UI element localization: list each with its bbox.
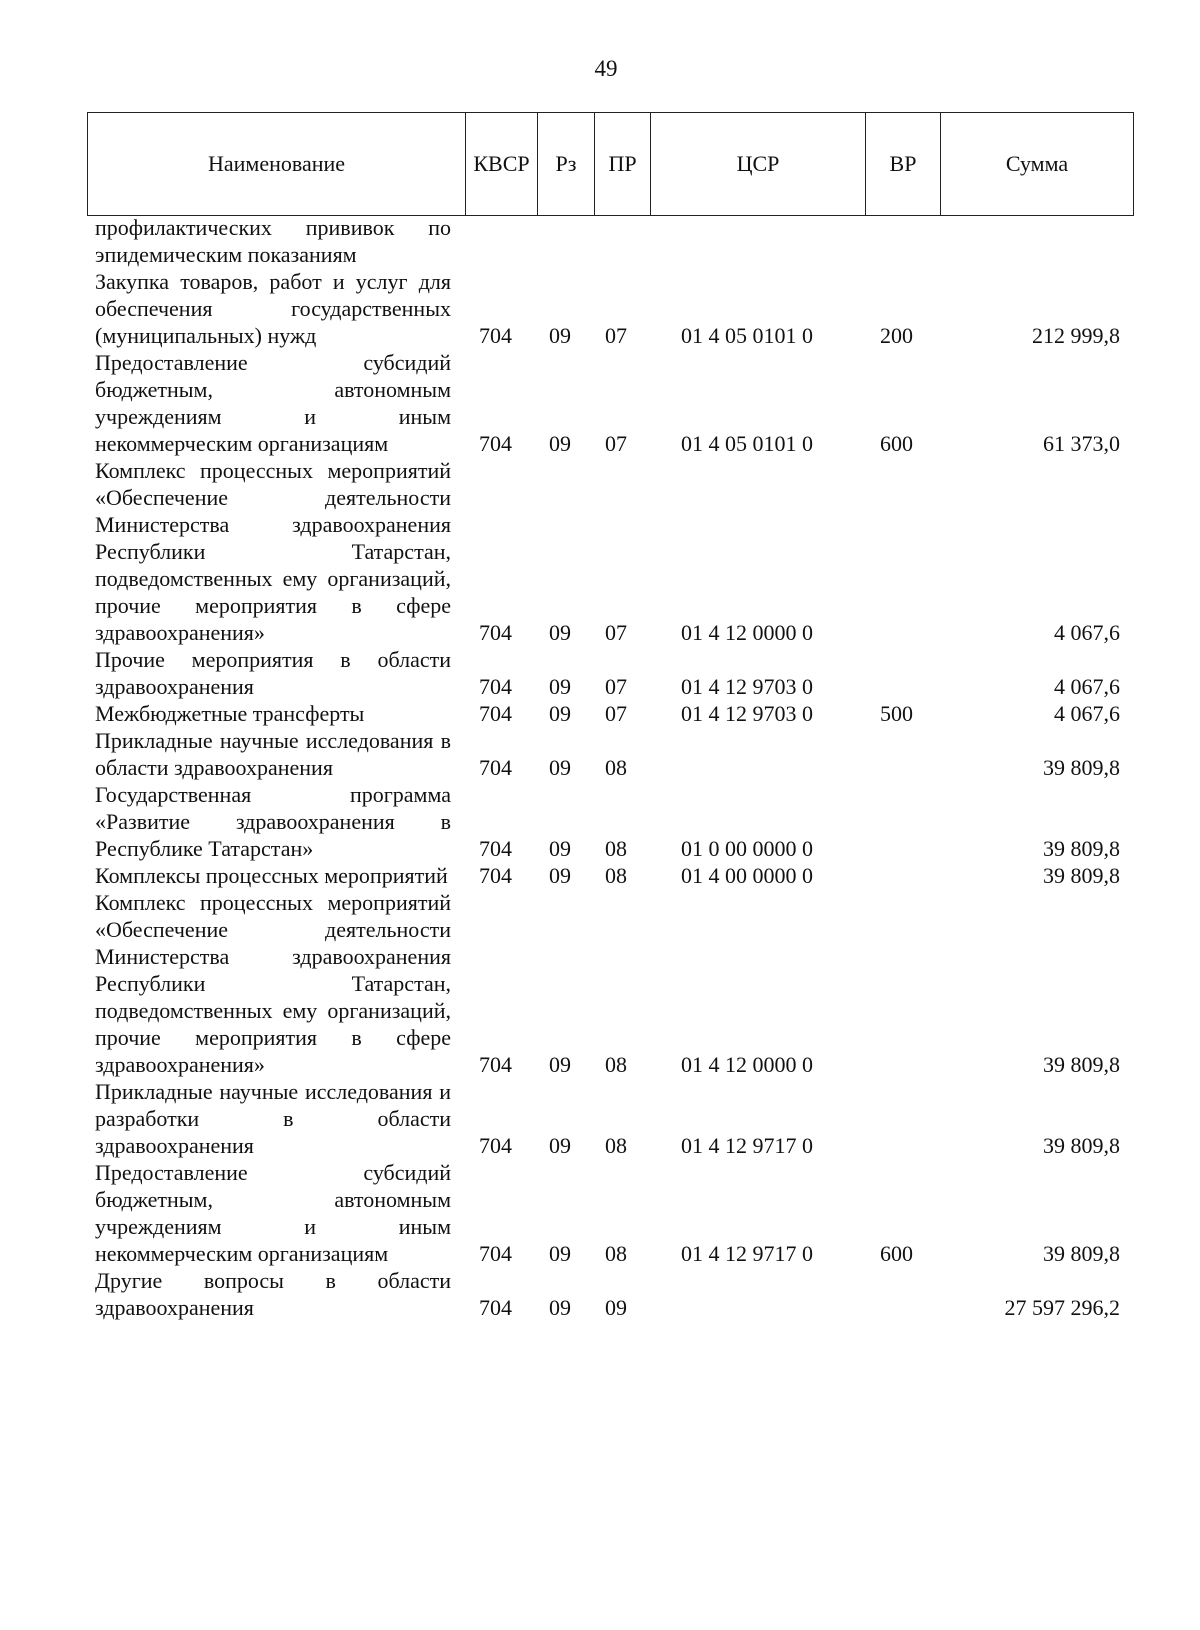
row-kvsr: 704 xyxy=(479,431,512,456)
row-rz: 09 xyxy=(549,863,571,888)
row-kvsr: 704 xyxy=(479,701,512,726)
row-name: Прочие мероприятия в области здравоохранения xyxy=(95,647,451,699)
row-pr: 08 xyxy=(605,863,627,888)
table-row xyxy=(0,889,1200,1078)
row-csr: 01 4 00 0000 0 xyxy=(681,863,813,888)
row-pr: 07 xyxy=(605,701,627,726)
row-vr: 600 xyxy=(880,1241,913,1266)
row-sum: 39 809,8 xyxy=(1043,1052,1120,1077)
row-sum: 39 809,8 xyxy=(1043,1241,1120,1266)
row-pr: 07 xyxy=(605,674,627,699)
header-vr: ВР xyxy=(866,113,941,215)
row-pr: 07 xyxy=(605,620,627,645)
row-kvsr: 704 xyxy=(479,1241,512,1266)
row-vr: 500 xyxy=(880,701,913,726)
row-rz: 09 xyxy=(549,1133,571,1158)
header-csr: ЦСР xyxy=(651,113,866,215)
row-sum: 4 067,6 xyxy=(1054,620,1120,645)
row-name: Прикладные научные исследования и разработки в области здравоохранения xyxy=(95,1079,451,1158)
row-csr: 01 4 05 0101 0 xyxy=(681,323,813,348)
row-vr: 200 xyxy=(880,323,913,348)
row-rz: 09 xyxy=(549,674,571,699)
row-name: Комплекс процессных мероприятий «Обеспечение деятельности Министерства здравоохранения Республики Татарстан, подведомственных ему организаций, прочие мероприятия в сфере здравоохранения» xyxy=(95,458,451,645)
row-rz: 09 xyxy=(549,1295,571,1320)
header-name: Наименование xyxy=(88,113,466,215)
row-rz: 09 xyxy=(549,323,571,348)
row-vr: 600 xyxy=(880,431,913,456)
row-csr: 01 4 12 0000 0 xyxy=(681,620,813,645)
table-row xyxy=(0,214,1200,268)
table-row xyxy=(0,1078,1200,1159)
row-name: Прикладные научные исследования в области здравоохранения xyxy=(95,728,451,780)
row-kvsr: 704 xyxy=(479,323,512,348)
row-kvsr: 704 xyxy=(479,755,512,780)
row-rz: 09 xyxy=(549,701,571,726)
row-pr: 07 xyxy=(605,431,627,456)
row-name: Предоставление субсидий бюджетным, автономным учреждениям и иным некоммерческим организациям xyxy=(95,1160,451,1266)
row-sum: 212 999,8 xyxy=(1032,323,1120,348)
row-pr: 08 xyxy=(605,1052,627,1077)
row-rz: 09 xyxy=(549,620,571,645)
row-kvsr: 704 xyxy=(479,863,512,888)
row-rz: 09 xyxy=(549,755,571,780)
row-pr: 08 xyxy=(605,836,627,861)
table-row xyxy=(0,349,1200,457)
row-sum: 39 809,8 xyxy=(1043,1133,1120,1158)
row-sum: 39 809,8 xyxy=(1043,755,1120,780)
row-kvsr: 704 xyxy=(479,1052,512,1077)
row-sum: 61 373,0 xyxy=(1043,431,1120,456)
row-sum: 4 067,6 xyxy=(1054,701,1120,726)
row-pr: 08 xyxy=(605,1241,627,1266)
row-rz: 09 xyxy=(549,836,571,861)
row-name: Закупка товаров, работ и услуг для обеспечения государственных (муниципальных) нужд xyxy=(95,269,451,348)
row-csr: 01 4 12 9703 0 xyxy=(681,674,813,699)
row-pr: 08 xyxy=(605,1133,627,1158)
row-name: Другие вопросы в области здравоохранения xyxy=(95,1268,451,1320)
row-sum: 39 809,8 xyxy=(1043,836,1120,861)
table-row xyxy=(0,646,1200,700)
table-body xyxy=(0,214,1200,1321)
row-kvsr: 704 xyxy=(479,674,512,699)
header-pr: ПР xyxy=(595,113,651,215)
row-sum: 27 597 296,2 xyxy=(1004,1295,1120,1320)
row-csr: 01 0 00 0000 0 xyxy=(681,836,813,861)
row-rz: 09 xyxy=(549,1052,571,1077)
row-kvsr: 704 xyxy=(479,1295,512,1320)
row-rz: 09 xyxy=(549,1241,571,1266)
row-sum: 39 809,8 xyxy=(1043,863,1120,888)
row-name: Предоставление субсидий бюджетным, автономным учреждениям и иным некоммерческим организациям xyxy=(95,350,451,456)
row-kvsr: 704 xyxy=(479,836,512,861)
row-csr: 01 4 12 9703 0 xyxy=(681,701,813,726)
row-name: профилактических прививок по эпидемическим показаниям xyxy=(95,215,451,267)
row-csr: 01 4 12 9717 0 xyxy=(681,1241,813,1266)
row-pr: 09 xyxy=(605,1295,627,1320)
row-pr: 07 xyxy=(605,323,627,348)
row-sum: 4 067,6 xyxy=(1054,674,1120,699)
row-kvsr: 704 xyxy=(479,620,512,645)
row-rz: 09 xyxy=(549,431,571,456)
row-csr: 01 4 12 0000 0 xyxy=(681,1052,813,1077)
table-row xyxy=(0,457,1200,646)
header-kvsr: КВСР xyxy=(466,113,538,215)
row-name: Государственная программа «Развитие здравоохранения в Республике Татарстан» xyxy=(95,782,451,861)
row-name: Комплексы процессных мероприятий xyxy=(95,863,448,888)
table-row xyxy=(0,268,1200,349)
table-row xyxy=(0,1159,1200,1267)
page-number: 49 xyxy=(594,56,618,81)
row-kvsr: 704 xyxy=(479,1133,512,1158)
table-row xyxy=(0,1267,1200,1321)
header-sum: Сумма xyxy=(1005,151,1069,176)
row-csr: 01 4 05 0101 0 xyxy=(681,431,813,456)
table-row xyxy=(0,781,1200,862)
row-name: Межбюджетные трансферты xyxy=(95,701,365,726)
table-row xyxy=(0,862,1200,889)
table-row xyxy=(0,700,1200,727)
row-pr: 08 xyxy=(605,755,627,780)
header-rz: Рз xyxy=(538,113,595,215)
table-row xyxy=(0,727,1200,781)
table-header xyxy=(87,112,1134,216)
row-csr: 01 4 12 9717 0 xyxy=(681,1133,813,1158)
row-name: Комплекс процессных мероприятий «Обеспечение деятельности Министерства здравоохранения Республики Татарстан, подведомственных ему организаций, прочие мероприятия в сфере здравоохранения» xyxy=(95,890,451,1077)
